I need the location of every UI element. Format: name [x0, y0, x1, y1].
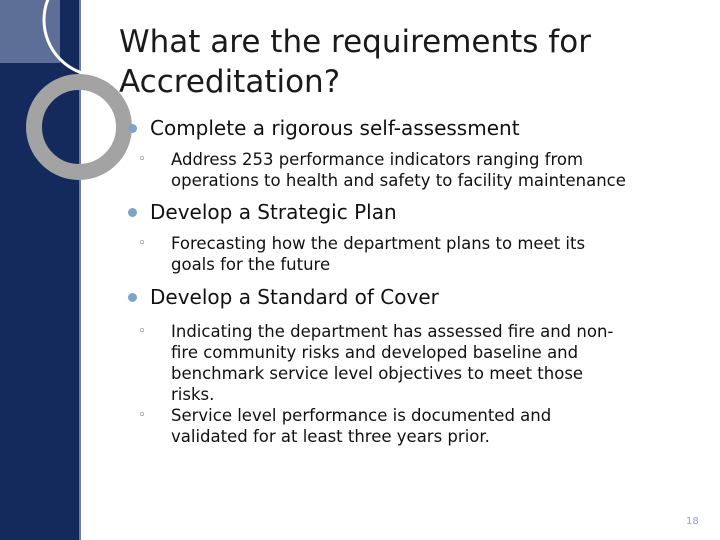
ring-bullet-icon: ◦: [138, 152, 146, 167]
bullet-list: [128, 115, 708, 447]
bullet-text: Complete a rigorous self-assessment: [150, 116, 520, 140]
sub-bullet-line: Address 253 performance indicators ranging from: [171, 150, 584, 169]
bullet-text: Develop a Standard of Cover: [150, 285, 439, 309]
ring-bullet-icon: ◦: [138, 236, 146, 251]
ring-bullet-icon: ◦: [138, 324, 146, 339]
bullet-dot-icon: [128, 293, 137, 302]
sub-bullet-line: Indicating the department has assessed fire and non-: [171, 322, 614, 341]
sub-bullet-line: validated for at least three years prior.: [171, 427, 490, 446]
bullet-item: [128, 115, 708, 141]
sub-bullet-item: [128, 405, 708, 447]
slide-title-line-1: What are the requirements for: [119, 24, 591, 60]
sub-bullet-line: goals for the future: [171, 255, 331, 274]
ring-bullet-icon: ◦: [138, 408, 146, 423]
bullet-dot-icon: [128, 208, 137, 217]
decor-square: [0, 0, 60, 63]
slide-title-line-2: Accreditation?: [119, 64, 341, 100]
sub-bullet-line: risks.: [171, 385, 215, 404]
bullet-dot-icon: [128, 124, 137, 133]
sub-bullet-line: benchmark service level objectives to meet those: [171, 364, 584, 383]
slide-title: [119, 22, 699, 102]
bullet-item: [128, 199, 708, 225]
sub-bullet-item: [128, 149, 708, 191]
sub-bullet-line: fire community risks and developed baseline and: [171, 343, 579, 362]
sub-bullet-item: [128, 233, 708, 275]
sub-bullet-line: operations to health and safety to facility maintenance: [171, 171, 626, 190]
bullet-text: Develop a Strategic Plan: [150, 200, 397, 224]
sub-bullet-item: [128, 321, 708, 405]
sub-bullet-line: Service level performance is documented and: [171, 406, 552, 425]
sub-bullet-line: Forecasting how the department plans to meet its: [171, 234, 586, 253]
bullet-item: [128, 284, 708, 310]
page-number: 18: [686, 516, 699, 527]
decor-ring: [34, 82, 124, 172]
